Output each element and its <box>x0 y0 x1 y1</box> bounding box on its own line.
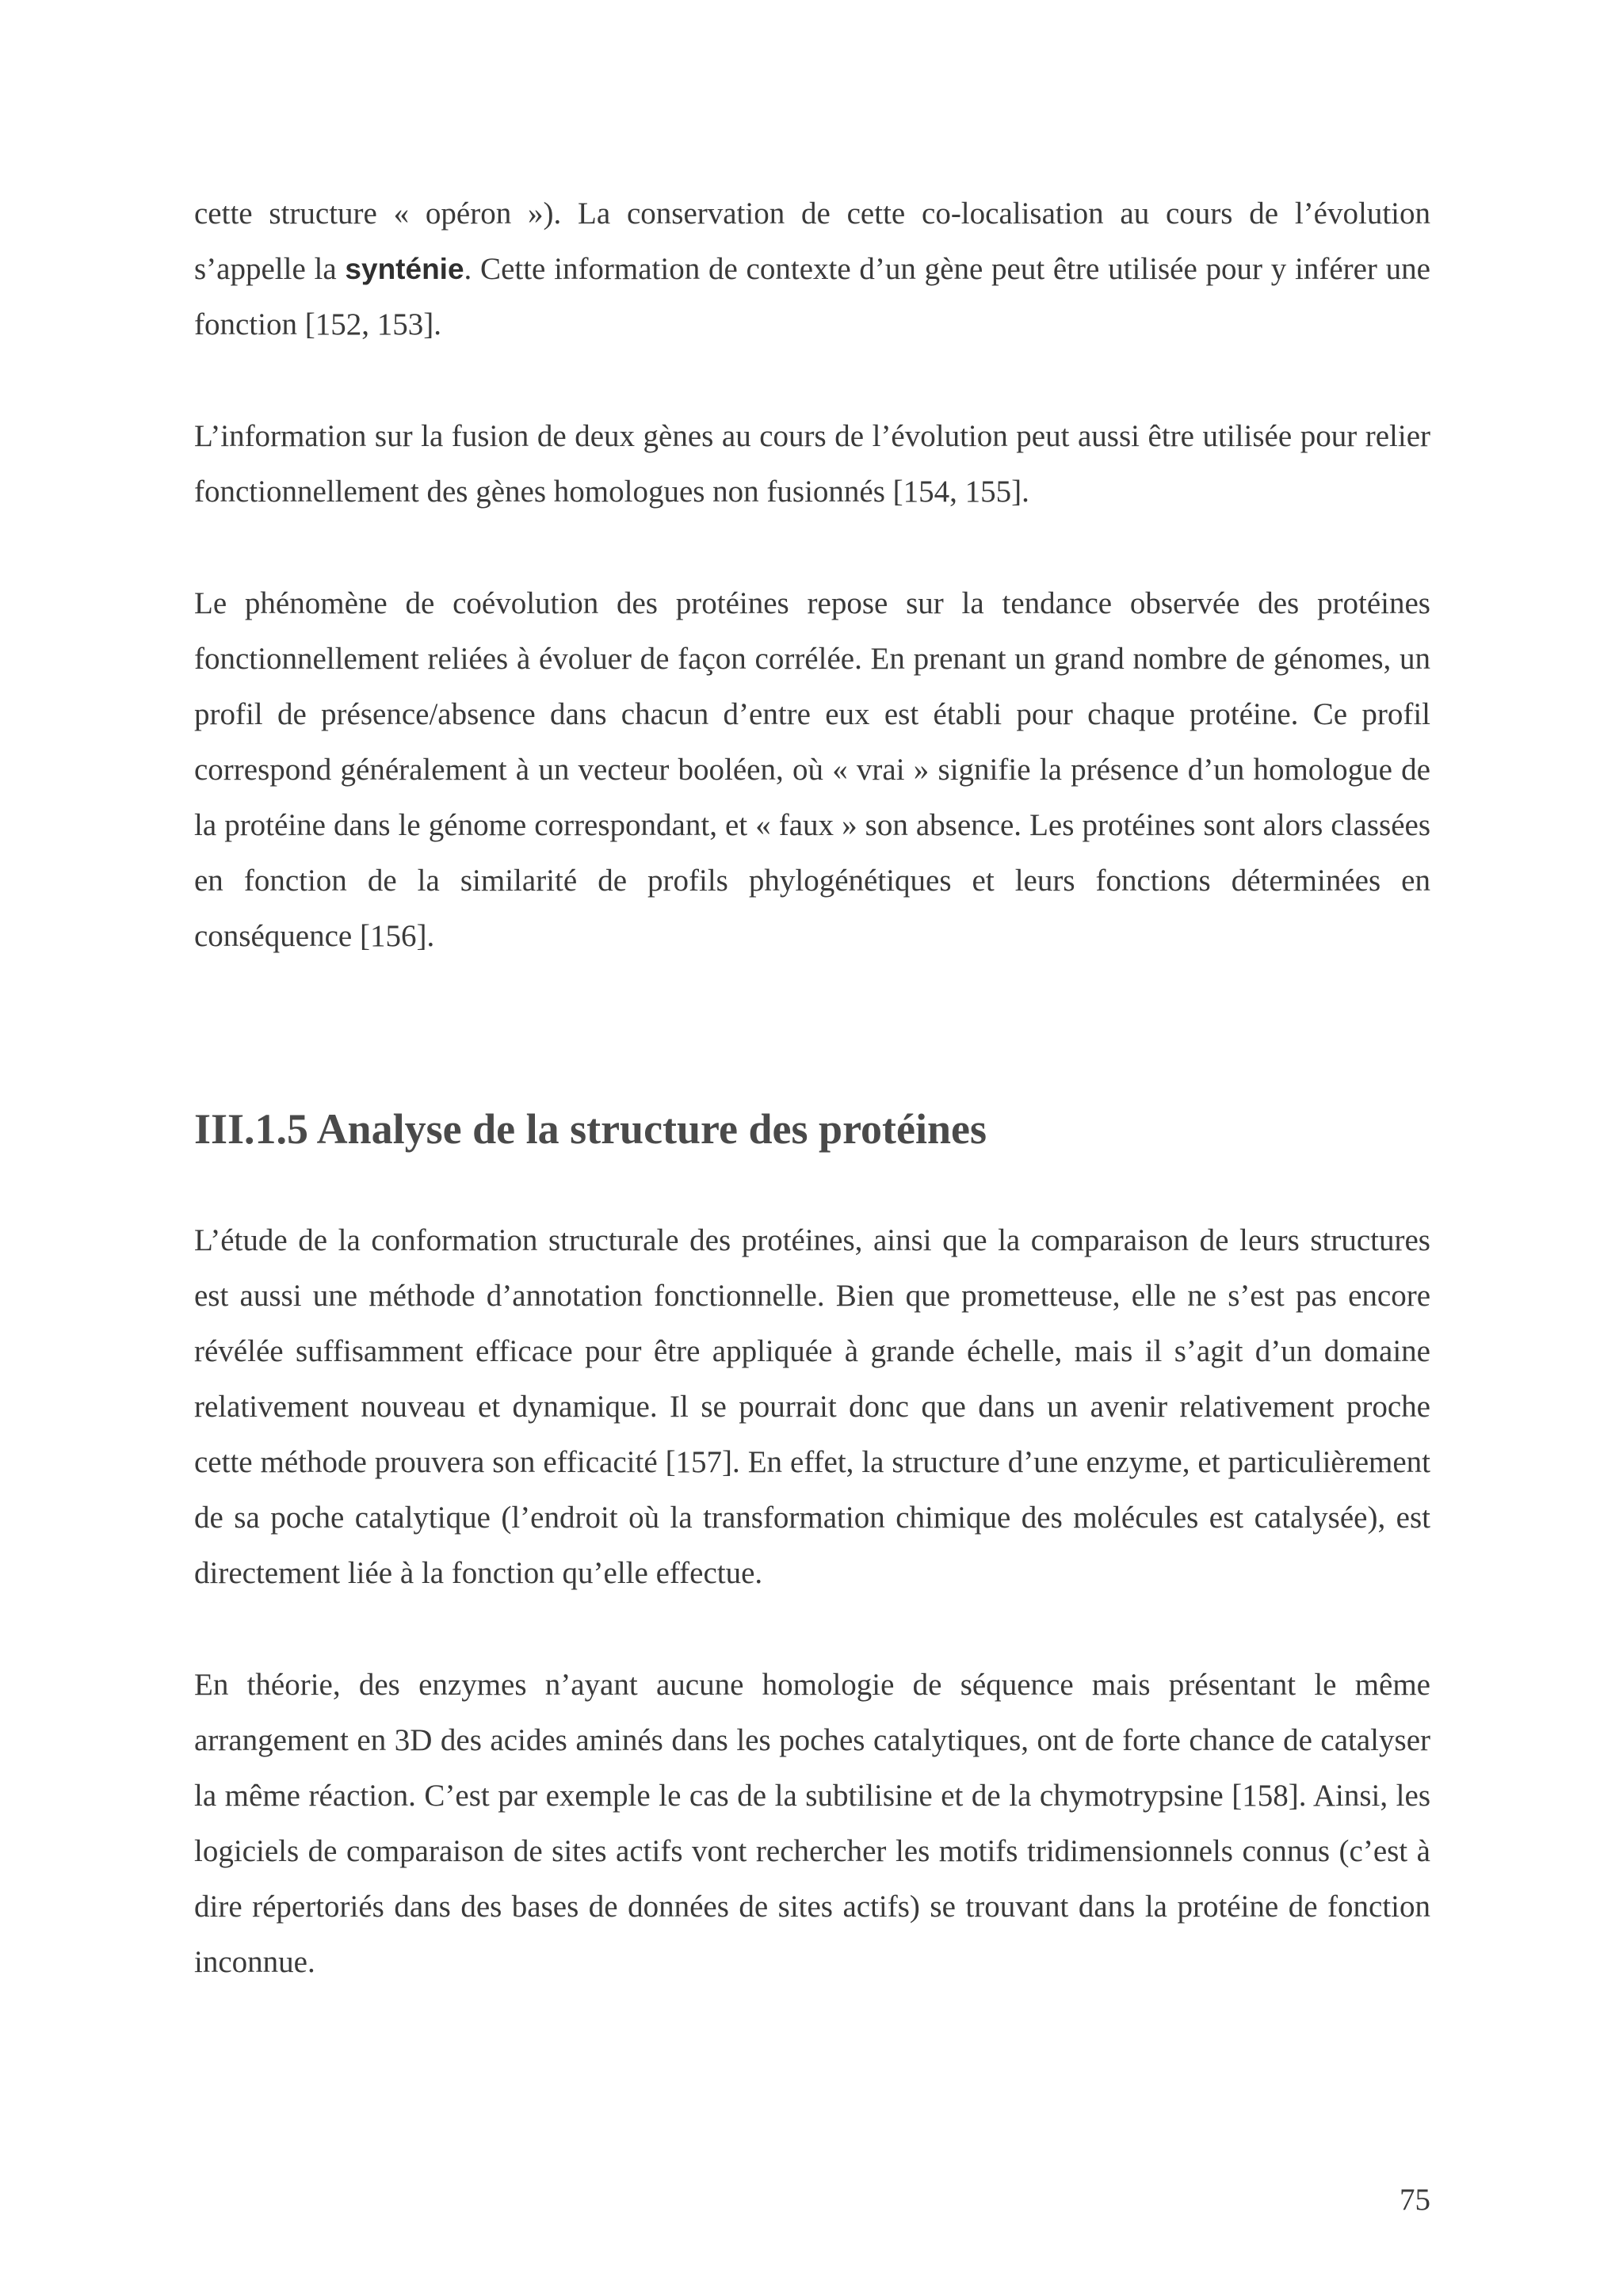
paragraph-text <box>194 186 1430 353</box>
bold-term-syntenie: synténie <box>345 253 464 285</box>
paragraph-gene-fusion <box>194 409 1430 520</box>
paragraph-text-before: cette structure « opéron »). La conservation de cette co-localisation au cours de l’évolution s’appelle la <box>194 196 1430 286</box>
paragraph-text-after: . Cette information de contexte d’un gène peut être utilisée pour y inférer une fonction [152, 153]. <box>194 252 1430 341</box>
paragraph-text: Le phénomène de coévolution des protéines repose sur la tendance observée des protéines fonctionnellement reliées à évoluer de façon corrélée. En prenant un grand nombre de génomes, un profil de présence/absence dans chacun d’entre eux est établi pour chaque protéine. Ce profil correspond généralement à un vecteur booléen, où « vrai » signifie la présence d’un homologue de la protéine dans le génome correspondant, et « faux » son absence. Les protéines sont alors classées en fonction de la similarité de profils phylogénétiques et leurs fonctions déterminées en conséquence [156]. <box>194 586 1430 953</box>
paragraph-text: L’étude de la conformation structurale des protéines, ainsi que la comparaison de leurs structures est aussi une méthode d’annotation fonctionnelle. Bien que prometteuse, elle ne s’est pas encore révélée suffisamment efficace pour être appliquée à grande échelle, mais il s’agit d’un domaine relativement nouveau et dynamique. Il se pourrait donc que dans un avenir relativement proche cette méthode prouvera son efficacité [157]. En effet, la structure d’une enzyme, et particulièrement de sa poche catalytique (l’endroit où la transformation chimique des molécules est catalysée), est directement liée à la fonction qu’elle effectue. <box>194 1223 1430 1590</box>
section-heading: III.1.5 Analyse de la structure des protéines <box>194 1105 987 1153</box>
page-number: 75 <box>1400 2183 1430 2217</box>
paragraph-3d-arrangement <box>194 1657 1430 1990</box>
paragraph-text: En théorie, des enzymes n’ayant aucune homologie de séquence mais présentant le même arrangement en 3D des acides aminés dans les poches catalytiques, ont de forte chance de catalyser la même réaction. C’est par exemple le cas de la subtilisine et de la chymotrypsine [158]. Ainsi, les logiciels de comparaison de sites actifs vont rechercher les motifs tridimensionnels connus (c’est à dire répertoriés dans des bases de données de sites actifs) se trouvant dans la protéine de fonction inconnue. <box>194 1668 1430 1979</box>
paragraph-coevolution <box>194 576 1430 964</box>
paragraph-syntenie <box>194 186 1430 353</box>
paragraph-text: L’information sur la fusion de deux gènes au cours de l’évolution peut aussi être utilisée pour relier fonctionnellement des gènes homologues non fusionnés [154, 155]. <box>194 419 1430 509</box>
paragraph-structure-analysis <box>194 1213 1430 1601</box>
